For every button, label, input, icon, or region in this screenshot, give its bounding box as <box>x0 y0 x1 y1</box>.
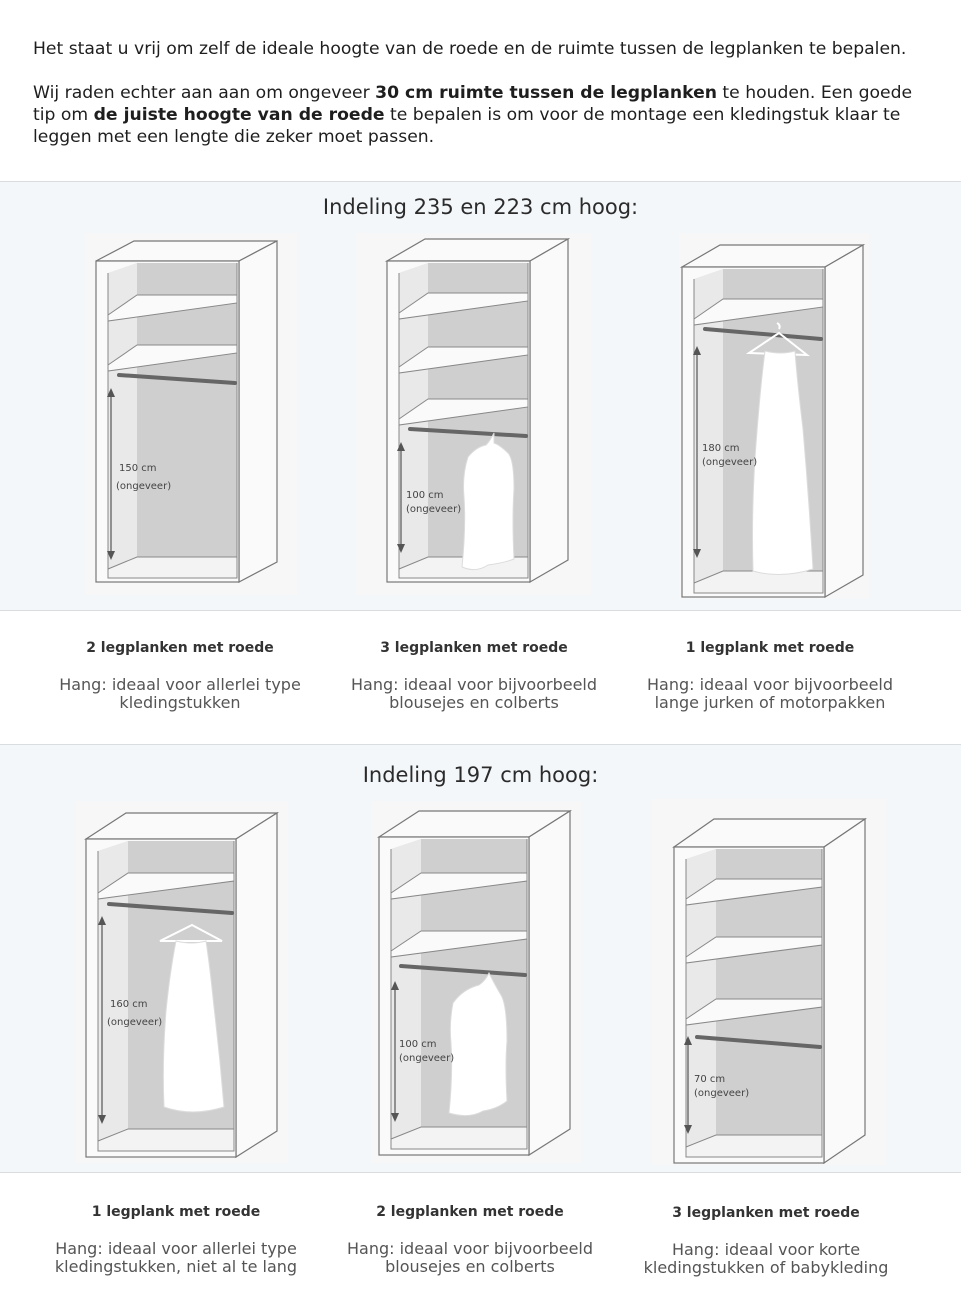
measure-note: (ongeveer) <box>107 1017 163 1028</box>
intro-text-part: Wij raden echter aan aan om ongeveer <box>33 83 376 103</box>
intro-bold-shelf-space: 30 cm ruimte tussen de legplanken <box>375 83 717 103</box>
caption-title: 3 legplanken met roede <box>380 640 568 656</box>
intro-paragraph-1: Het staat u vrij om zelf de ideale hoogte van de roede en de ruimte tussen de legplanken te bepalen. <box>33 39 907 59</box>
measure-label: 100 cm <box>399 1039 437 1050</box>
caption-desc-line: kledingstukken, niet al te lang <box>54 1257 298 1276</box>
caption-3-shelves <box>324 640 624 712</box>
divider <box>0 1172 961 1173</box>
caption-desc-line: Hang: ideaal voor allerlei type <box>55 1239 297 1258</box>
caption-title: 1 legplank met roede <box>91 1204 261 1220</box>
measure-note: (ongeveer) <box>702 457 758 468</box>
wardrobe-illustration-2-shelves <box>85 233 297 595</box>
caption-3-shelves <box>616 1205 916 1277</box>
intro-paragraph-2 <box>33 82 933 148</box>
wardrobe-illustration-1-shelf <box>679 233 869 599</box>
section-heading-197: Indeling 197 cm hoog: <box>362 763 599 787</box>
intro-text <box>33 38 933 170</box>
measure-note: (ongeveer) <box>406 504 462 515</box>
measure-label: 70 cm <box>694 1074 726 1085</box>
caption-desc-line: kledingstukken of babykleding <box>643 1258 889 1277</box>
caption-desc-line: Hang: ideaal voor bijvoorbeeld <box>646 675 894 694</box>
caption-desc-line: kledingstukken <box>119 693 241 712</box>
caption-desc-line: Hang: ideaal voor bijvoorbeeld <box>350 675 598 694</box>
caption-1-shelf <box>620 640 920 712</box>
intro-text-part: te houden. Een goede tip om <box>33 83 913 125</box>
caption-title: 2 legplanken met roede <box>86 640 274 656</box>
intro-bold-rod-height: de juiste hoogte van de roede <box>93 105 385 125</box>
caption-1-shelf <box>26 1204 326 1276</box>
measure-note: (ongeveer) <box>694 1088 750 1099</box>
measure-label: 100 cm <box>406 490 444 501</box>
divider <box>0 610 961 611</box>
wardrobe-illustration-2-shelves <box>371 801 581 1163</box>
caption-desc-line: blousejes en colberts <box>389 693 559 712</box>
caption-desc-line: blousejes en colberts <box>385 1257 555 1276</box>
section-heading-235-223: Indeling 235 en 223 cm hoog: <box>322 195 639 219</box>
measure-label: 180 cm <box>702 443 740 454</box>
intro-text-part: te bepalen is om voor de montage een kledingstuk klaar te leggen met een lengte die zeker moet passen. <box>33 105 901 147</box>
caption-desc-line: Hang: ideaal voor bijvoorbeeld <box>346 1239 594 1258</box>
wardrobe-illustration-3-shelves <box>356 233 591 595</box>
caption-title: 2 legplanken met roede <box>376 1204 564 1220</box>
measure-label: 150 cm <box>119 463 157 474</box>
caption-desc-line: Hang: ideaal voor allerlei type <box>59 675 301 694</box>
caption-desc-line: Hang: ideaal voor korte <box>671 1240 861 1259</box>
caption-title: 3 legplanken met roede <box>672 1205 860 1221</box>
caption-2-shelves <box>320 1204 620 1276</box>
caption-desc-line: lange jurken of motorpakken <box>654 693 886 712</box>
wardrobe-illustration-1-shelf <box>76 801 288 1163</box>
measure-label: 160 cm <box>110 999 148 1010</box>
measure-note: (ongeveer) <box>399 1053 455 1064</box>
caption-title: 1 legplank met roede <box>685 640 855 656</box>
measure-note: (ongeveer) <box>116 481 172 492</box>
caption-2-shelves <box>30 640 330 712</box>
wardrobe-illustration-3-shelves <box>652 799 886 1165</box>
